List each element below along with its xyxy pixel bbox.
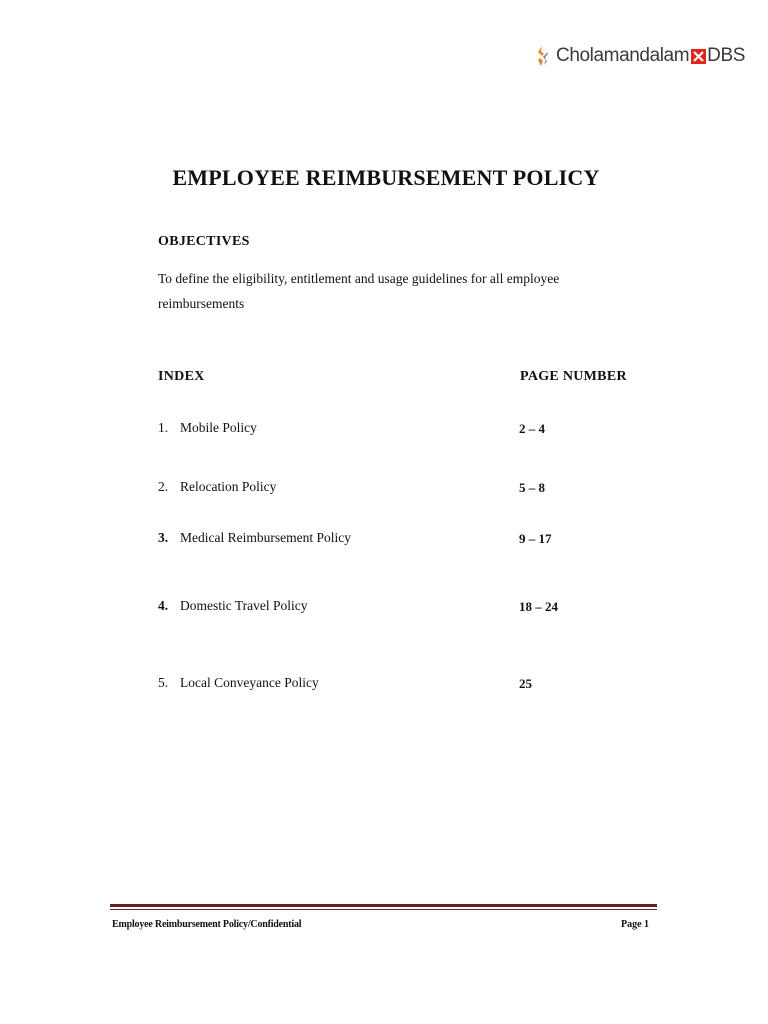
index-row-number: 5. bbox=[158, 675, 169, 690]
cholamandalam-logo-icon bbox=[532, 45, 552, 67]
index-row-pages: 5 – 8 bbox=[519, 480, 545, 495]
index-row-number: 1. bbox=[158, 420, 169, 435]
footer-rule-thick bbox=[110, 904, 657, 907]
logo-partner-name: DBS bbox=[707, 45, 746, 66]
index-heading: INDEX bbox=[158, 369, 205, 384]
index-row-number: 3. bbox=[158, 530, 169, 545]
index-row-label: Domestic Travel Policy bbox=[180, 598, 308, 613]
index-row-pages: 2 – 4 bbox=[519, 421, 545, 436]
dbs-mark-icon bbox=[691, 49, 706, 64]
index-row-label: Mobile Policy bbox=[180, 420, 257, 435]
index-row-number: 4. bbox=[158, 598, 169, 613]
footer-rule-thin bbox=[110, 909, 657, 910]
objectives-heading: OBJECTIVES bbox=[158, 234, 250, 249]
page-number-heading: PAGE NUMBER bbox=[520, 369, 627, 384]
document-title: EMPLOYEE REIMBURSEMENT POLICY bbox=[172, 165, 600, 190]
logo-brand-name: Cholamandalam bbox=[556, 45, 690, 66]
index-row-pages: 9 – 17 bbox=[519, 531, 552, 546]
index-row-pages: 25 bbox=[519, 676, 532, 691]
objectives-text: To define the eligibility, entitlement and usage guidelines for all employee reimbursements bbox=[158, 271, 560, 311]
index-row-label: Local Conveyance Policy bbox=[180, 675, 319, 690]
index-row-pages: 18 – 24 bbox=[519, 599, 558, 614]
index-row-label: Medical Reimbursement Policy bbox=[180, 530, 351, 545]
footer-page-number: Page 1 bbox=[621, 919, 650, 930]
index-row-number: 2. bbox=[158, 479, 169, 494]
index-row-label: Relocation Policy bbox=[180, 479, 277, 494]
footer-document-label: Employee Reimbursement Policy/Confidential bbox=[112, 919, 302, 930]
company-logo bbox=[532, 44, 745, 68]
